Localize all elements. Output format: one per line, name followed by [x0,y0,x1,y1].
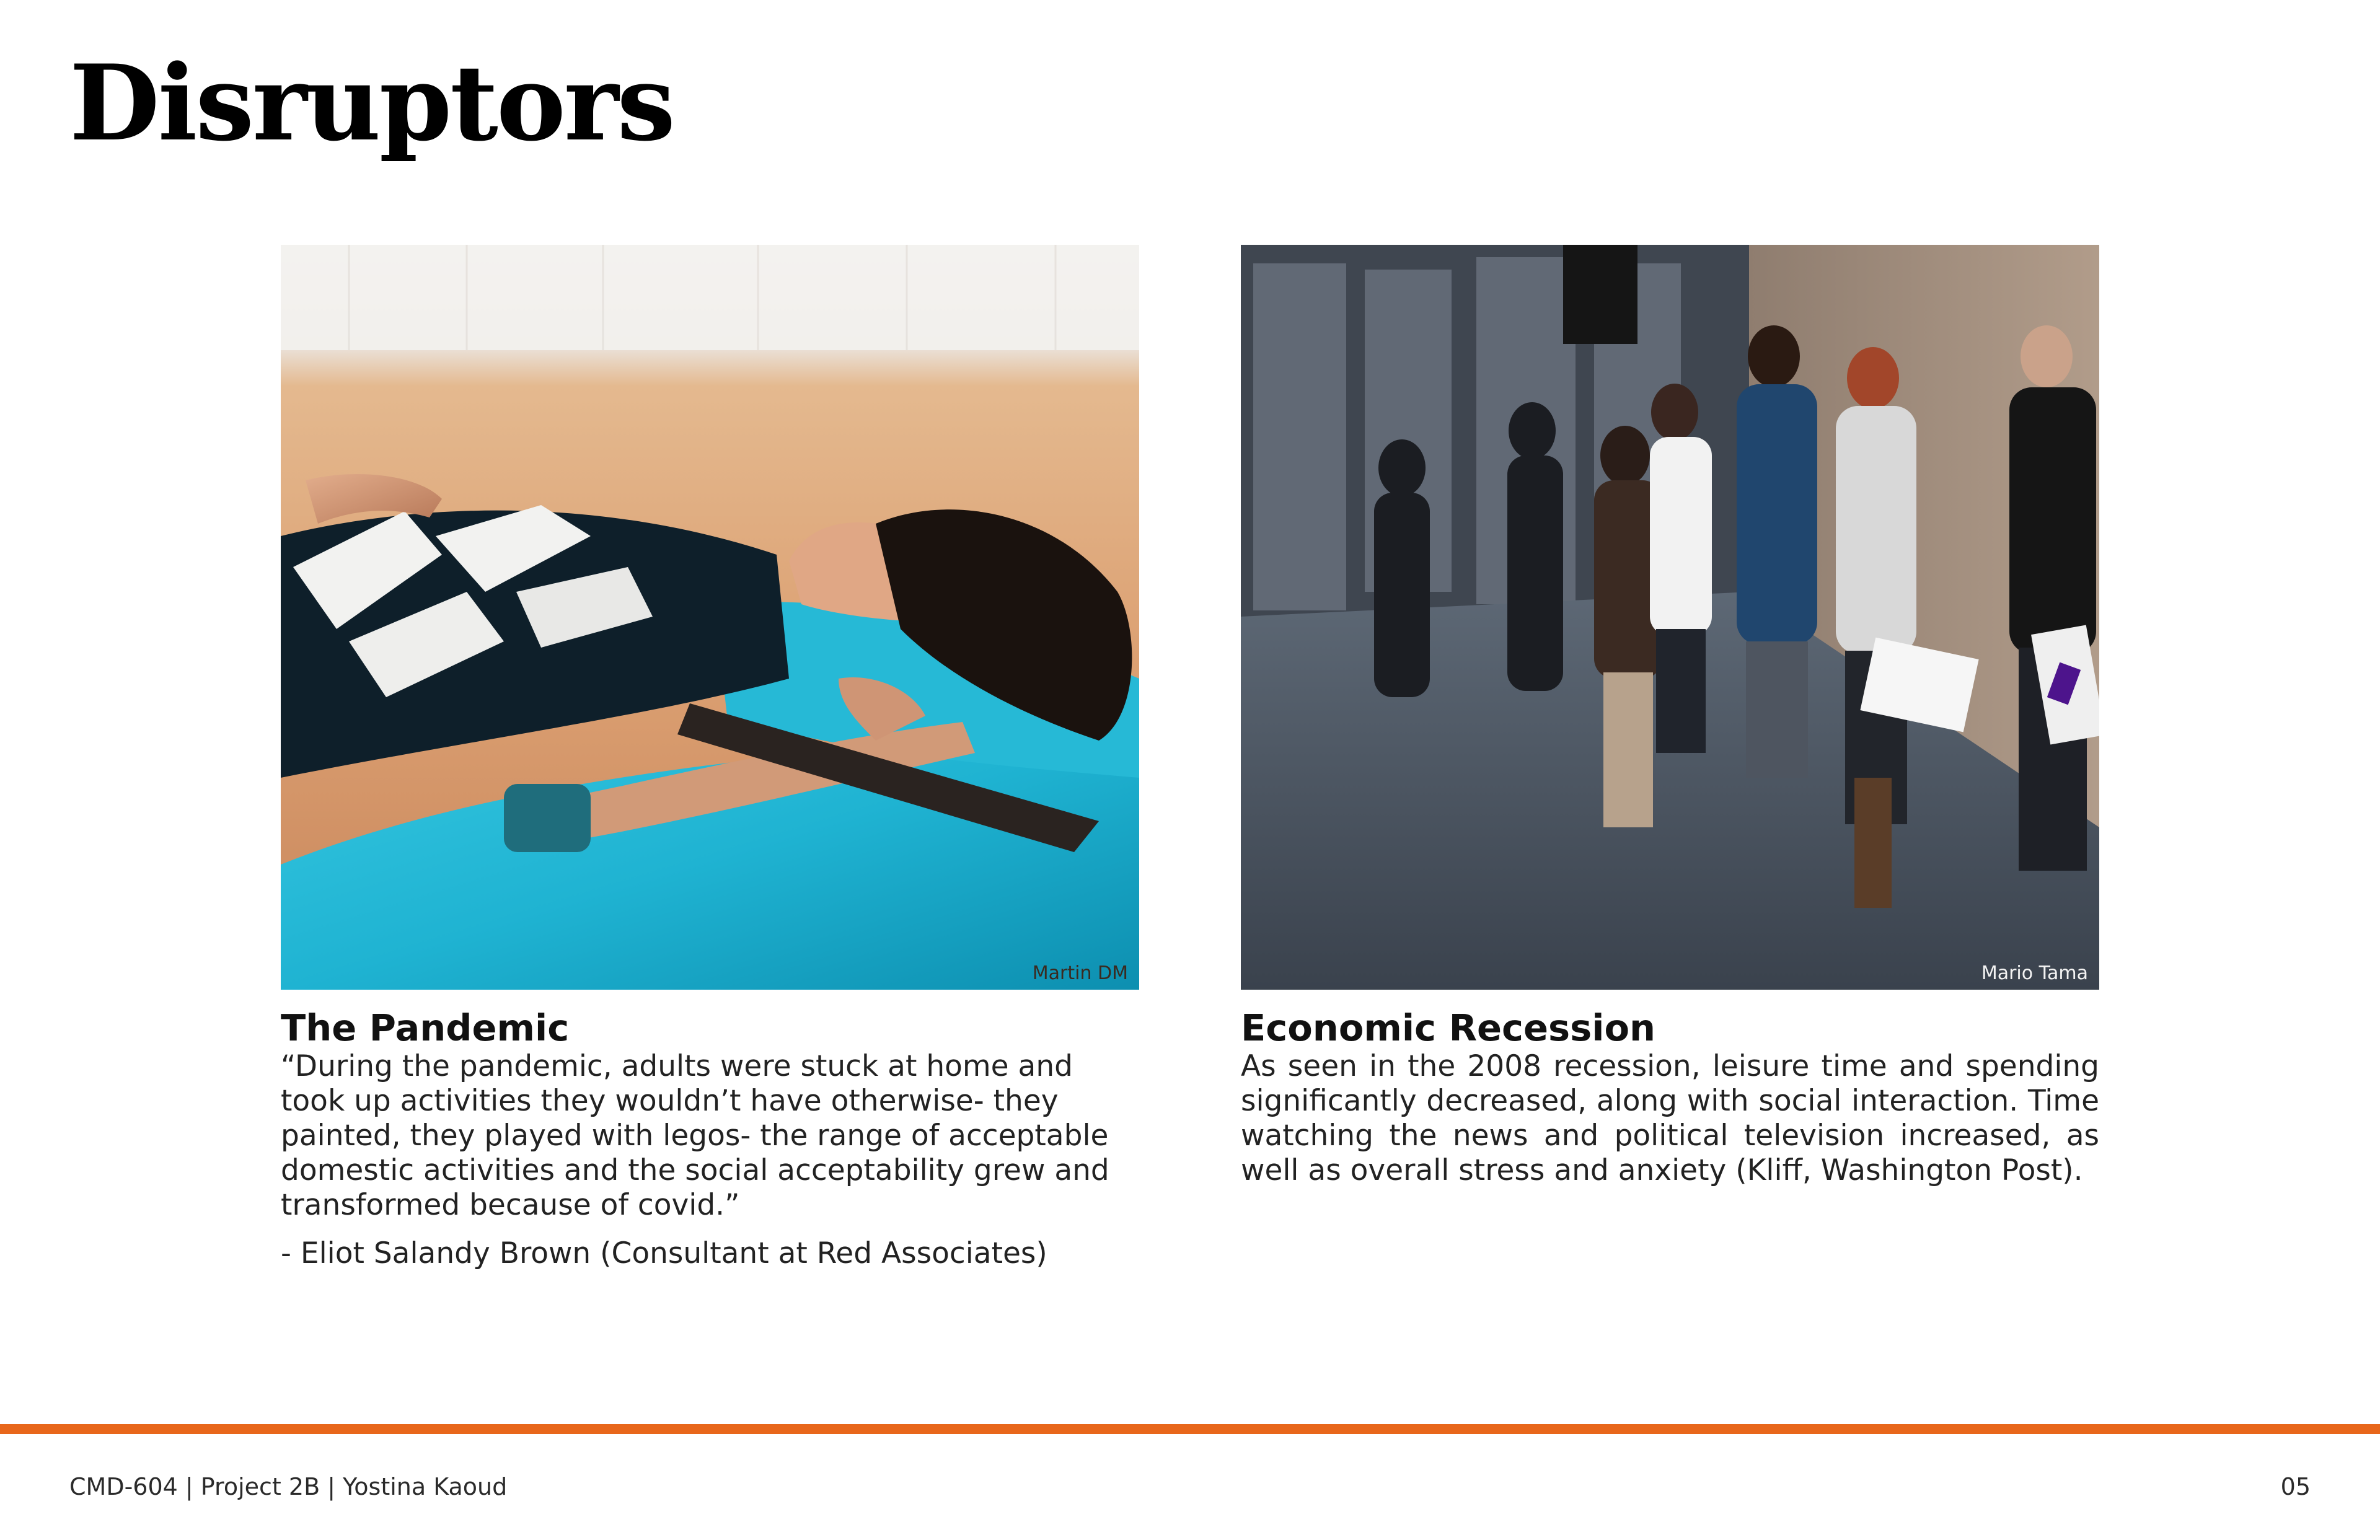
page-title: Disruptors [69,42,674,164]
page-number: 05 [2280,1473,2311,1500]
pandemic-quote: “During the pandemic, adults were stuck at home and took up activities they wouldn’t have otherwise- they painted, they played with legos- the range of acceptable domestic activities and the social acceptability grew and transformed because of covid.” [281,1049,1109,1222]
footer-info: CMD-604 | Project 2B | Yostina Kaoud [69,1473,508,1500]
recession-paragraph: As seen in the 2008 recession, leisure time and spending significantly decreased, along with social interaction. Time watching the news and political television increased, as well as overall stress and anxiety (Kliff, Washington Post). [1241,1049,2099,1187]
recession-photo-illustration [1241,245,2099,990]
pandemic-photo-illustration [281,245,1139,990]
recession-section [1241,245,2099,1188]
footer-accent-rule [0,1424,2380,1434]
section-heading: Economic Recession [1241,1006,1655,1049]
pandemic-photo [281,245,1139,990]
footer-course: CMD-604 [69,1473,178,1500]
photo-credit: Martin DM [1032,962,1128,984]
footer-project: Project 2B [200,1473,320,1500]
footer-author: Yostina Kaoud [343,1473,508,1500]
recession-photo [1241,245,2099,990]
section-heading: The Pandemic [281,1006,570,1049]
pandemic-section [281,245,1139,1271]
photo-credit: Mario Tama [1981,962,2088,984]
quote-attribution: - Eliot Salandy Brown (Consultant at Red Associates) [281,1236,1047,1270]
